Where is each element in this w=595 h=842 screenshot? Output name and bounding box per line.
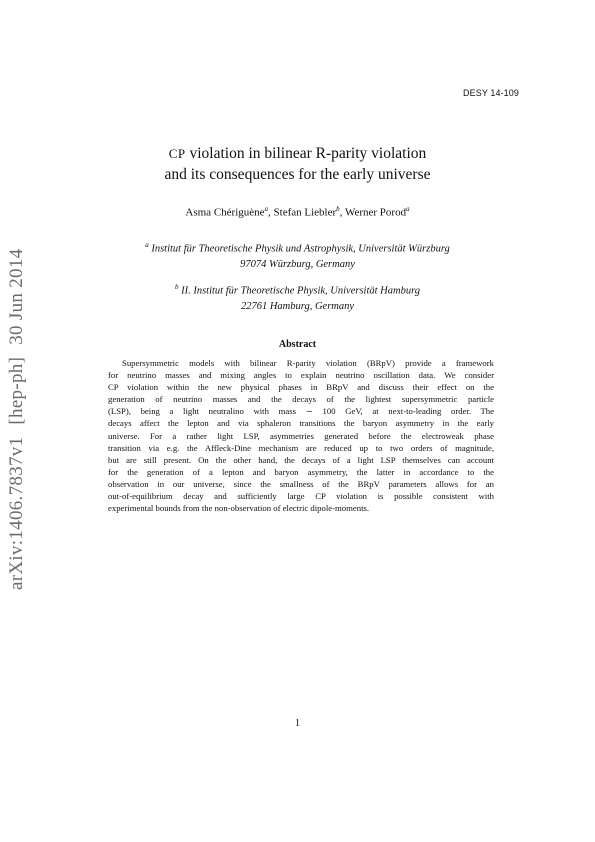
affil-address: 97074 Würzburg, Germany [240, 258, 355, 270]
arxiv-id[interactable]: arXiv:1406.7837v1 [6, 436, 27, 590]
abstract-line: for neutrino masses and mixing angles to explain neutrino oscillation data. We consider [108, 370, 494, 381]
abstract-heading: Abstract [278, 339, 317, 350]
abstract-line: Supersymmetric models with bilinear R-parity violation (BRpV) provide a framework [122, 358, 494, 368]
affiliation-b [0, 280, 595, 314]
author-affil-mark: b [336, 205, 340, 213]
abstract-line: for the generation of a lepton and baryon asymmetry, the latter in accordance to the [108, 466, 494, 477]
abstract-body [108, 357, 494, 514]
abstract-line: generation of neutrino masses and the decays of the lightest supersymmetric particle [108, 394, 494, 405]
report-number: DESY 14-109 [463, 88, 519, 98]
abstract-line: decays affect the lepton and via sphaleron transitions the baryon asymmetry in the early [108, 418, 494, 429]
author-name: Stefan Liebler [273, 206, 337, 219]
abstract-line: CP violation within the new physical phases in BRpV and discuss their effect on the [108, 382, 494, 393]
affil-institution: Institut für Theoretische Physik und Astrophysik, Universität Würzburg [151, 243, 450, 255]
affil-mark: a [145, 241, 149, 249]
title-line-2: and its consequences for the early universe [164, 166, 431, 183]
arxiv-date: 30 Jun 2014 [6, 248, 27, 345]
abstract-line: observation in our universe, since the smallness of the BRpV parameters allows for an [108, 478, 494, 489]
affil-institution: II. Institut für Theoretische Physik, Universität Hamburg [181, 285, 421, 297]
abstract-line: universe. For a rather light LSP, asymmetries generated before the electroweak phase [108, 430, 494, 441]
author-affil-mark: a [264, 205, 269, 213]
abstract-line: but are still present. On the other hand, the decays of a light LSP themselves can account [108, 454, 494, 465]
affil-mark: b [174, 283, 179, 291]
arxiv-category: [hep-ph] [6, 356, 27, 425]
title-line-1 [0, 143, 595, 164]
page-number: 1 [295, 718, 300, 729]
abstract-line: out-of-equilibrium decay and sufficiently large CP violation is possible consistent with [108, 491, 494, 502]
author-name: Werner Porod [344, 206, 407, 219]
abstract-line: experimental bounds from the non-observation of electric dipole-moments. [108, 503, 370, 514]
title-cp: CP [168, 146, 186, 161]
author-list: Asma Chériguène$^a$, Stefan Liebler$^b$, Werner Porod$^a$ [185, 205, 410, 219]
paper-title [0, 143, 595, 185]
affil-address: 22761 Hamburg, Germany [240, 300, 355, 312]
author-affil-mark: a [406, 205, 410, 213]
title-line-1-rest: violation in bilinear R-parity violation [185, 145, 427, 162]
abstract-line: (LSP), being a light neutralino with mass ∼ 100 GeV, at next-to-leading order. The [108, 406, 494, 417]
affiliation-a [0, 238, 595, 272]
author-name: Asma Chériguène [185, 206, 265, 219]
abstract-line: transition via e.g. the Affleck-Dine mechanism are reduced up to two orders of magnitude, [108, 442, 494, 453]
